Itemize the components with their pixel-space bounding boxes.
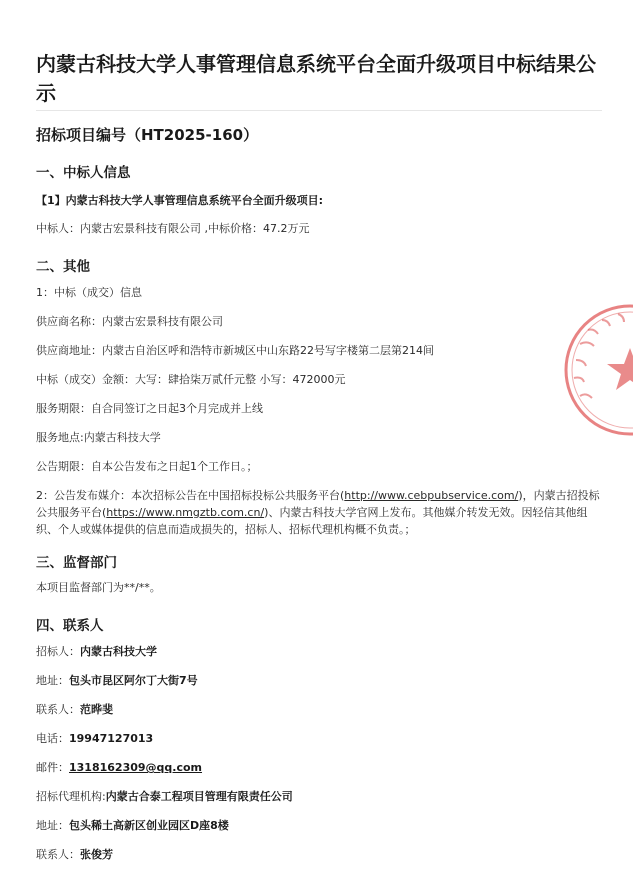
supplier-address: 供应商地址：内蒙古自治区呼和浩特市新城区中山东路22号写字楼第二层第214间 bbox=[36, 344, 434, 357]
email-row bbox=[36, 759, 608, 776]
section-supervision-heading: 三、监督部门 bbox=[36, 555, 117, 571]
service-place: 服务地点:内蒙古科技大学 bbox=[36, 431, 161, 444]
tenderee-contact-label: 联系人： bbox=[36, 703, 80, 716]
project-number: 招标项目编号（HT2025-160） bbox=[36, 126, 259, 144]
supplier-name: 供应商名称：内蒙古宏景科技有限公司 bbox=[36, 315, 223, 328]
agency-value: 内蒙古合泰工程项目管理有限责任公司 bbox=[105, 790, 293, 803]
tenderee-contact-row bbox=[36, 701, 608, 718]
service-period: 服务期限：自合同签订之日起3个月完成并上线 bbox=[36, 402, 263, 415]
section-contacts-heading: 四、联系人 bbox=[36, 618, 104, 634]
agency-address-label: 地址： bbox=[36, 819, 69, 832]
supervision-text: 本项目监督部门为**/**。 bbox=[36, 581, 161, 594]
award-info-label: 1：中标（成交）信息 bbox=[36, 286, 142, 299]
award-amount: 中标（成交）金额：大写：肆拾柒万贰仟元整 小写：472000元 bbox=[36, 373, 346, 386]
agency-contact-label: 联系人： bbox=[36, 848, 80, 861]
tenderee-address-value: 包头市昆区阿尔丁大街7号 bbox=[69, 674, 198, 687]
phone-row bbox=[36, 730, 608, 747]
publish-media-text-c: )、内蒙古科技大学官网上发布。其他媒介转发无效。因轻信其他组织、个人或媒体提供的信息而造成损失的，招标人、招标代理机构概不负责。； bbox=[36, 506, 588, 536]
title-divider bbox=[36, 110, 602, 111]
tenderee-value: 内蒙古科技大学 bbox=[80, 645, 157, 658]
agency-label: 招标代理机构: bbox=[36, 790, 106, 803]
email-label: 邮件： bbox=[36, 761, 69, 774]
publish-media bbox=[36, 487, 608, 538]
tenderee-label: 招标人： bbox=[36, 645, 80, 658]
phone-value: 19947127013 bbox=[69, 732, 154, 745]
publish-media-text-b: )，内蒙古招投标公共服务平台( bbox=[36, 489, 600, 519]
cebpubservice-link[interactable]: http://www.cebpubservice.com/ bbox=[344, 489, 519, 502]
section-winner-heading: 一、中标人信息 bbox=[36, 165, 131, 181]
tenderee-address-label: 地址： bbox=[36, 674, 69, 687]
agency-row bbox=[36, 788, 608, 805]
winner-lot-title: 【1】内蒙古科技大学人事管理信息系统平台全面升级项目: bbox=[36, 194, 324, 207]
page-title: 内蒙古科技大学人事管理信息系统平台全面升级项目中标结果公示 bbox=[36, 52, 596, 105]
phone-label: 电话： bbox=[36, 732, 69, 745]
agency-address-value: 包头稀土高新区创业园区D座8楼 bbox=[69, 819, 229, 832]
tenderee-contact-value: 范晔斐 bbox=[80, 703, 113, 716]
tenderee-address-row bbox=[36, 672, 608, 689]
notice-period: 公告期限：自本公告发布之日起1个工作日。； bbox=[36, 460, 258, 473]
winner-info: 中标人：内蒙古宏景科技有限公司 ,中标价格：47.2万元 bbox=[36, 222, 310, 235]
section-other-heading: 二、其他 bbox=[36, 259, 90, 275]
agency-contact-row bbox=[36, 846, 608, 863]
email-link[interactable]: 1318162309@qq.com bbox=[69, 761, 203, 774]
tenderee-row bbox=[36, 643, 608, 660]
publish-media-text-a: 2：公告发布媒介：本次招标公告在中国招标投标公共服务平台( bbox=[36, 489, 345, 502]
agency-address-row bbox=[36, 817, 608, 834]
agency-contact-value: 张俊芳 bbox=[80, 848, 113, 861]
nmgztb-link[interactable]: https://www.nmgztb.com.cn/ bbox=[106, 506, 265, 519]
